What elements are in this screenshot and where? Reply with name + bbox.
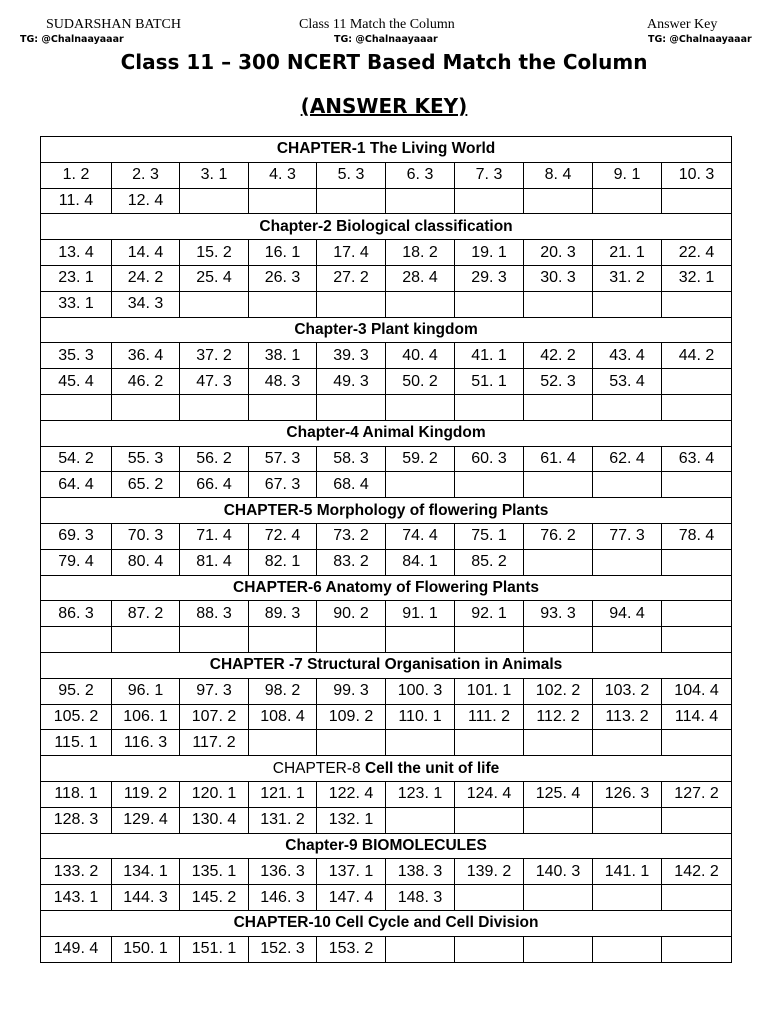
answer-cell: 87. 2	[112, 601, 180, 627]
answer-cell: 22. 4	[662, 240, 732, 266]
answer-cell	[662, 549, 732, 575]
answer-cell: 127. 2	[662, 781, 732, 807]
answer-row	[41, 601, 732, 627]
answer-cell: 137. 1	[317, 859, 386, 885]
answer-cell: 46. 2	[112, 369, 180, 395]
answer-cell: 81. 4	[180, 549, 249, 575]
answer-cell: 73. 2	[317, 523, 386, 549]
page-title: Class 11 – 300 NCERT Based Match the Column	[120, 50, 648, 74]
answer-cell: 103. 2	[593, 678, 662, 704]
answer-cell: 48. 3	[249, 369, 317, 395]
chapter-heading-row	[41, 575, 732, 601]
chapter-heading-title: CHAPTER-6 Anatomy of Flowering Plants	[233, 578, 540, 596]
answer-row	[41, 369, 732, 395]
answer-cell: 93. 3	[524, 601, 593, 627]
answer-cell: 13. 4	[41, 240, 112, 266]
answer-row	[41, 394, 732, 420]
answer-cell: 3. 1	[180, 162, 249, 188]
answer-cell: 90. 2	[317, 601, 386, 627]
chapter-heading-row	[41, 214, 732, 240]
answer-cell	[386, 394, 455, 420]
answer-cell: 12. 4	[112, 188, 180, 214]
answer-cell	[455, 394, 524, 420]
page-subtitle	[0, 94, 768, 118]
chapter-heading	[41, 214, 732, 240]
header-batch-name: SUDARSHAN BATCH	[46, 17, 181, 32]
answer-cell: 44. 2	[662, 343, 732, 369]
answer-cell: 34. 3	[112, 291, 180, 317]
answer-cell	[317, 730, 386, 756]
answer-row	[41, 188, 732, 214]
answer-cell	[317, 188, 386, 214]
answer-cell: 150. 1	[112, 936, 180, 962]
answer-cell: 58. 3	[317, 446, 386, 472]
chapter-heading-row	[41, 420, 732, 446]
answer-cell: 133. 2	[41, 859, 112, 885]
answer-cell: 30. 3	[524, 265, 593, 291]
answer-cell: 2. 3	[112, 162, 180, 188]
answer-cell: 101. 1	[455, 678, 524, 704]
answer-cell: 130. 4	[180, 807, 249, 833]
answer-cell: 63. 4	[662, 446, 732, 472]
answer-cell: 47. 3	[180, 369, 249, 395]
answer-cell: 77. 3	[593, 523, 662, 549]
answer-cell: 88. 3	[180, 601, 249, 627]
answer-row	[41, 627, 732, 653]
answer-cell	[386, 730, 455, 756]
answer-cell: 153. 2	[317, 936, 386, 962]
answer-cell: 149. 4	[41, 936, 112, 962]
answer-cell: 102. 2	[524, 678, 593, 704]
answer-cell: 6. 3	[386, 162, 455, 188]
answer-cell	[662, 885, 732, 911]
answer-cell: 115. 1	[41, 730, 112, 756]
answer-cell: 42. 2	[524, 343, 593, 369]
answer-cell: 111. 2	[455, 704, 524, 730]
answer-row	[41, 291, 732, 317]
answer-cell: 124. 4	[455, 781, 524, 807]
answer-cell: 68. 4	[317, 472, 386, 498]
answer-cell: 40. 4	[386, 343, 455, 369]
answer-cell: 51. 1	[455, 369, 524, 395]
answer-cell: 69. 3	[41, 523, 112, 549]
answer-cell	[524, 472, 593, 498]
chapter-heading-row	[41, 652, 732, 678]
answer-cell: 122. 4	[317, 781, 386, 807]
answer-cell: 146. 3	[249, 885, 317, 911]
answer-cell: 79. 4	[41, 549, 112, 575]
answer-cell: 138. 3	[386, 859, 455, 885]
answer-cell	[317, 394, 386, 420]
answer-cell: 78. 4	[662, 523, 732, 549]
answer-cell: 132. 1	[317, 807, 386, 833]
answer-cell: 72. 4	[249, 523, 317, 549]
answer-row	[41, 523, 732, 549]
answer-cell	[524, 549, 593, 575]
answer-row	[41, 859, 732, 885]
answer-cell: 66. 4	[180, 472, 249, 498]
answer-cell	[249, 627, 317, 653]
answer-cell: 56. 2	[180, 446, 249, 472]
chapter-heading	[41, 652, 732, 678]
answer-cell	[524, 291, 593, 317]
answer-cell	[386, 936, 455, 962]
answer-cell: 65. 2	[112, 472, 180, 498]
answer-row	[41, 678, 732, 704]
chapter-heading-title: Chapter-4 Animal Kingdom	[286, 424, 486, 442]
answer-cell	[386, 627, 455, 653]
answer-cell: 128. 3	[41, 807, 112, 833]
answer-cell: 33. 1	[41, 291, 112, 317]
chapter-heading-title: CHAPTER-5 Morphology of flowering Plants	[223, 501, 549, 519]
answer-cell: 38. 1	[249, 343, 317, 369]
answer-cell	[593, 394, 662, 420]
answer-cell	[662, 369, 732, 395]
answer-cell: 4. 3	[249, 162, 317, 188]
answer-cell	[455, 472, 524, 498]
answer-cell	[662, 394, 732, 420]
answer-cell	[524, 807, 593, 833]
answer-cell: 11. 4	[41, 188, 112, 214]
answer-cell: 114. 4	[662, 704, 732, 730]
answer-cell: 118. 1	[41, 781, 112, 807]
header-document-name: Class 11 Match the Column	[299, 17, 455, 32]
answer-cell	[249, 188, 317, 214]
chapter-heading	[41, 575, 732, 601]
answer-cell	[249, 394, 317, 420]
answer-cell: 142. 2	[662, 859, 732, 885]
answer-cell	[593, 885, 662, 911]
answer-cell: 145. 2	[180, 885, 249, 911]
answer-cell	[249, 291, 317, 317]
answer-cell: 75. 1	[455, 523, 524, 549]
answer-cell: 125. 4	[524, 781, 593, 807]
chapter-heading	[41, 833, 732, 859]
answer-cell: 94. 4	[593, 601, 662, 627]
answer-cell	[41, 394, 112, 420]
chapter-heading	[41, 756, 732, 782]
answer-cell: 135. 1	[180, 859, 249, 885]
answer-cell	[524, 627, 593, 653]
answer-cell: 43. 4	[593, 343, 662, 369]
chapter-heading	[41, 910, 732, 936]
answer-cell: 61. 4	[524, 446, 593, 472]
answer-cell	[662, 472, 732, 498]
answer-row	[41, 472, 732, 498]
answer-cell	[455, 627, 524, 653]
answer-cell: 18. 2	[386, 240, 455, 266]
answer-cell: 74. 4	[386, 523, 455, 549]
answer-cell	[386, 472, 455, 498]
answer-cell: 37. 2	[180, 343, 249, 369]
chapter-heading-title: Cell the unit of life	[364, 759, 500, 777]
chapter-heading-title: Chapter-3 Plant kingdom	[294, 320, 478, 338]
answer-cell	[593, 807, 662, 833]
answer-cell: 53. 4	[593, 369, 662, 395]
answer-cell: 52. 3	[524, 369, 593, 395]
answer-cell: 131. 2	[249, 807, 317, 833]
answer-cell: 84. 1	[386, 549, 455, 575]
answer-cell	[317, 291, 386, 317]
chapter-heading	[41, 137, 732, 163]
answer-key-body	[41, 137, 732, 963]
answer-cell	[662, 627, 732, 653]
answer-cell: 71. 4	[180, 523, 249, 549]
answer-cell	[112, 394, 180, 420]
answer-cell: 96. 1	[112, 678, 180, 704]
telegram-handle-center: TG: @Chalnaayaaar	[334, 34, 438, 45]
answer-cell: 45. 4	[41, 369, 112, 395]
answer-cell: 50. 2	[386, 369, 455, 395]
answer-cell	[386, 291, 455, 317]
answer-cell	[455, 730, 524, 756]
answer-cell: 140. 3	[524, 859, 593, 885]
chapter-heading-title: Chapter-9 BIOMOLECULES	[285, 836, 487, 854]
answer-row	[41, 885, 732, 911]
answer-cell: 41. 1	[455, 343, 524, 369]
answer-cell: 152. 3	[249, 936, 317, 962]
answer-cell: 54. 2	[41, 446, 112, 472]
answer-cell	[455, 291, 524, 317]
chapter-heading	[41, 498, 732, 524]
answer-cell: 119. 2	[112, 781, 180, 807]
answer-cell: 100. 3	[386, 678, 455, 704]
answer-cell: 104. 4	[662, 678, 732, 704]
answer-cell	[455, 188, 524, 214]
answer-cell: 8. 4	[524, 162, 593, 188]
answer-cell: 32. 1	[662, 265, 732, 291]
answer-cell	[593, 936, 662, 962]
answer-row	[41, 936, 732, 962]
answer-cell	[455, 807, 524, 833]
answer-cell	[662, 188, 732, 214]
subtitle-text: (ANSWER KEY)	[300, 94, 468, 118]
answer-cell: 24. 2	[112, 265, 180, 291]
answer-row	[41, 807, 732, 833]
telegram-handle-left: TG: @Chalnaayaaar	[20, 34, 124, 45]
answer-cell: 105. 2	[41, 704, 112, 730]
chapter-heading-row	[41, 137, 732, 163]
chapter-heading	[41, 317, 732, 343]
answer-cell: 19. 1	[455, 240, 524, 266]
answer-cell	[524, 730, 593, 756]
answer-cell: 99. 3	[317, 678, 386, 704]
answer-cell: 67. 3	[249, 472, 317, 498]
chapter-heading-title: Chapter-2 Biological classification	[259, 217, 513, 235]
answer-cell: 91. 1	[386, 601, 455, 627]
answer-cell: 109. 2	[317, 704, 386, 730]
answer-row	[41, 446, 732, 472]
answer-cell: 26. 3	[249, 265, 317, 291]
answer-row	[41, 781, 732, 807]
answer-row	[41, 162, 732, 188]
chapter-heading-row	[41, 317, 732, 343]
answer-cell: 147. 4	[317, 885, 386, 911]
answer-cell	[455, 936, 524, 962]
answer-cell: 143. 1	[41, 885, 112, 911]
answer-row	[41, 265, 732, 291]
answer-cell	[317, 627, 386, 653]
answer-cell	[593, 549, 662, 575]
answer-cell	[524, 885, 593, 911]
answer-cell: 9. 1	[593, 162, 662, 188]
answer-cell: 55. 3	[112, 446, 180, 472]
answer-cell: 97. 3	[180, 678, 249, 704]
answer-cell: 86. 3	[41, 601, 112, 627]
header-answer-key: Answer Key	[647, 17, 718, 32]
answer-cell: 29. 3	[455, 265, 524, 291]
answer-cell	[180, 291, 249, 317]
answer-cell: 10. 3	[662, 162, 732, 188]
answer-cell: 35. 3	[41, 343, 112, 369]
answer-cell: 89. 3	[249, 601, 317, 627]
answer-cell: 136. 3	[249, 859, 317, 885]
answer-cell: 16. 1	[249, 240, 317, 266]
answer-cell: 85. 2	[455, 549, 524, 575]
answer-cell: 106. 1	[112, 704, 180, 730]
answer-cell: 14. 4	[112, 240, 180, 266]
answer-cell	[662, 730, 732, 756]
answer-cell: 76. 2	[524, 523, 593, 549]
answer-cell: 59. 2	[386, 446, 455, 472]
answer-cell	[524, 936, 593, 962]
answer-cell: 144. 3	[112, 885, 180, 911]
answer-cell: 139. 2	[455, 859, 524, 885]
answer-cell	[41, 627, 112, 653]
answer-cell: 123. 1	[386, 781, 455, 807]
answer-cell	[593, 188, 662, 214]
chapter-heading-row	[41, 910, 732, 936]
answer-cell	[662, 936, 732, 962]
answer-cell: 110. 1	[386, 704, 455, 730]
answer-cell: 36. 4	[112, 343, 180, 369]
answer-cell: 28. 4	[386, 265, 455, 291]
answer-cell: 129. 4	[112, 807, 180, 833]
answer-cell: 1. 2	[41, 162, 112, 188]
answer-cell: 60. 3	[455, 446, 524, 472]
answer-cell: 39. 3	[317, 343, 386, 369]
answer-cell: 120. 1	[180, 781, 249, 807]
answer-cell: 70. 3	[112, 523, 180, 549]
answer-cell: 112. 2	[524, 704, 593, 730]
answer-cell	[249, 730, 317, 756]
answer-cell: 121. 1	[249, 781, 317, 807]
answer-cell: 21. 1	[593, 240, 662, 266]
answer-cell	[593, 472, 662, 498]
answer-cell: 141. 1	[593, 859, 662, 885]
answer-cell	[593, 730, 662, 756]
answer-cell: 98. 2	[249, 678, 317, 704]
answer-row	[41, 343, 732, 369]
answer-cell: 25. 4	[180, 265, 249, 291]
answer-cell: 80. 4	[112, 549, 180, 575]
answer-cell: 57. 3	[249, 446, 317, 472]
answer-cell: 126. 3	[593, 781, 662, 807]
answer-cell: 7. 3	[455, 162, 524, 188]
answer-cell	[662, 807, 732, 833]
answer-cell: 62. 4	[593, 446, 662, 472]
answer-cell: 116. 3	[112, 730, 180, 756]
answer-cell: 17. 4	[317, 240, 386, 266]
answer-cell: 15. 2	[180, 240, 249, 266]
answer-row	[41, 704, 732, 730]
answer-cell: 5. 3	[317, 162, 386, 188]
answer-cell	[386, 188, 455, 214]
answer-cell: 117. 2	[180, 730, 249, 756]
answer-cell: 27. 2	[317, 265, 386, 291]
answer-cell	[180, 394, 249, 420]
chapter-heading-title: CHAPTER -7 Structural Organisation in Animals	[209, 656, 563, 674]
answer-cell: 23. 1	[41, 265, 112, 291]
answer-cell	[593, 627, 662, 653]
answer-cell	[112, 627, 180, 653]
answer-cell: 20. 3	[524, 240, 593, 266]
answer-cell	[662, 601, 732, 627]
answer-cell: 151. 1	[180, 936, 249, 962]
answer-row	[41, 549, 732, 575]
answer-key-table	[40, 136, 732, 963]
answer-cell	[662, 291, 732, 317]
chapter-heading-title: CHAPTER-1 The Living World	[276, 140, 496, 158]
answer-row	[41, 730, 732, 756]
telegram-handle-right: TG: @Chalnaayaaar	[648, 34, 752, 45]
chapter-heading-row	[41, 498, 732, 524]
chapter-heading-title: CHAPTER-10 Cell Cycle and Cell Division	[233, 914, 539, 932]
answer-cell: 108. 4	[249, 704, 317, 730]
answer-cell: 83. 2	[317, 549, 386, 575]
answer-cell: 134. 1	[112, 859, 180, 885]
chapter-heading-row	[41, 833, 732, 859]
answer-cell	[180, 627, 249, 653]
chapter-heading-prefix: CHAPTER-8	[272, 759, 365, 777]
answer-cell: 82. 1	[249, 549, 317, 575]
answer-cell	[593, 291, 662, 317]
answer-cell: 64. 4	[41, 472, 112, 498]
answer-cell	[386, 807, 455, 833]
answer-cell: 113. 2	[593, 704, 662, 730]
chapter-heading-row	[41, 756, 732, 782]
answer-cell: 31. 2	[593, 265, 662, 291]
answer-cell	[455, 885, 524, 911]
answer-cell	[524, 394, 593, 420]
answer-cell: 49. 3	[317, 369, 386, 395]
answer-cell: 107. 2	[180, 704, 249, 730]
answer-cell	[524, 188, 593, 214]
answer-cell: 92. 1	[455, 601, 524, 627]
answer-cell	[180, 188, 249, 214]
chapter-heading	[41, 420, 732, 446]
answer-cell: 148. 3	[386, 885, 455, 911]
answer-row	[41, 240, 732, 266]
answer-cell: 95. 2	[41, 678, 112, 704]
